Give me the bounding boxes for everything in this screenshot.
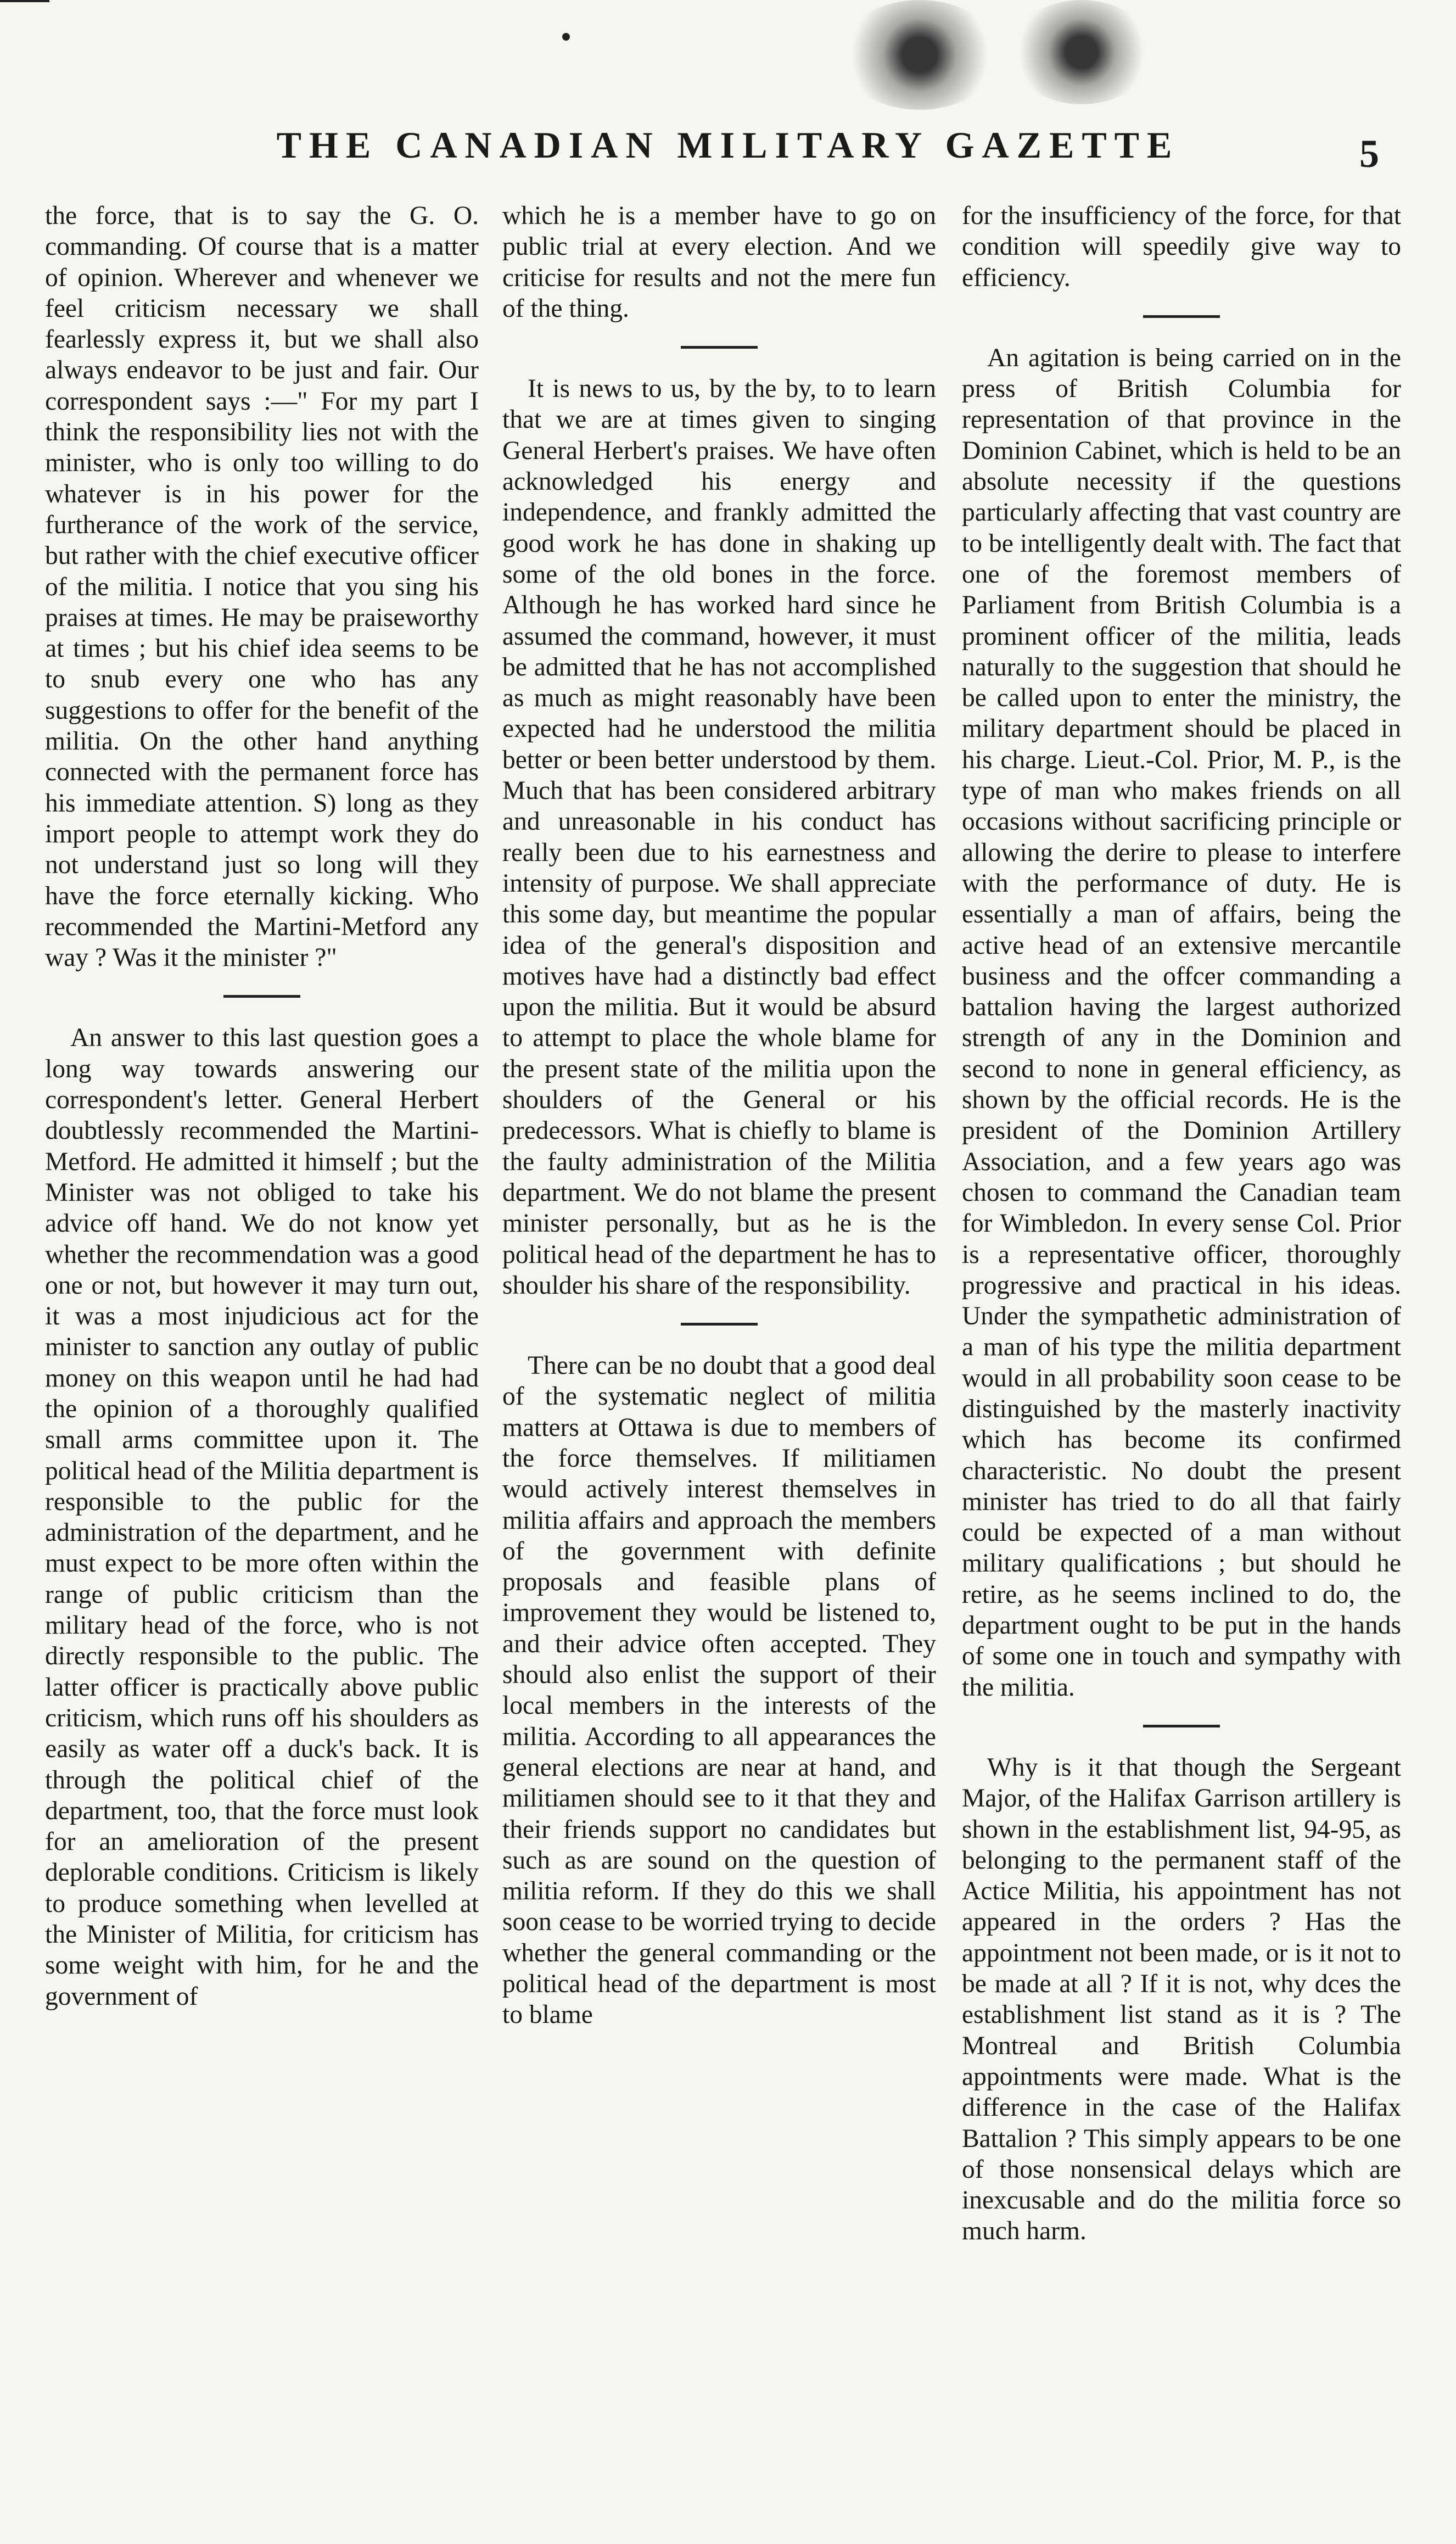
article-paragraph: Why is it that though the Sergeant Major, of the Halifax Garrison artillery is shown in the establishment list, 94-95, as belonging to the permanent staff of the Actice Militia, his appointment has not appeared in the orders ? Has the appointment not been made, or is it not to be made at all ? If it is not, why dces the establishment list stand as it is ? The Montreal and British Columbia appointments were made. What is the difference in the case of the Halifax Battalion ? This simply appears to be one of those nonsensical delays which are inexcusable and do the militia force so much harm. bbox=[962, 1753, 1401, 2246]
page-number: 5 bbox=[1359, 132, 1379, 176]
section-divider bbox=[681, 346, 758, 349]
ink-blot-right bbox=[1010, 0, 1153, 104]
article-paragraph: An agitation is being carried on in the press of British Columbia for representation of that province in the Dominion Cabinet, which is held to be an absolute necessity if the questions particularly affecting that vast country are to be intelligently dealt with. The fact that one of the foremost members of Parliament from British Columbia is a prominent officer of the militia, leads naturally to the suggestion that should he be called upon to enter the ministry, the military department should be placed in his charge. Lieut.-Col. Prior, M. P., is the type of man who makes friends on all occasions without sacrificing principle or allowing the derire to please to interfere with the performance of duty. He is essentially a man of affairs, being the active head of an extensive mercantile business and the offcer commanding a battalion having the largest authorized strength of any in the Dominion and second to none in general efficiency, as shown by the official records. He is the president of the Dominion Artillery Association, and a few years ago was chosen to command the Canadian team for Wimbledon. In every sense Col. Prior is a representative officer, thoroughly progressive and practical in his ideas. Under the sympathetic administration of a man of his type the militia department would in all probability soon cease to be distinguished by the masterly inactivity which has become its confirmed characteristic. No doubt the present minister has tried to do all that fairly could be expected of a man without military qualifications ; but should he retire, as he seems inclined to do, the department ought to be put in the hands of some one in touch and sympathy with the militia. bbox=[962, 343, 1401, 1702]
newspaper-title: THE CANADIAN MILITARY GAZETTE bbox=[276, 124, 1180, 166]
section-divider bbox=[681, 1323, 758, 1326]
column-1 bbox=[45, 200, 479, 2518]
article-paragraph: for the insufficiency of the force, for that condition will speedily give way to efficiency. bbox=[962, 202, 1401, 292]
masthead bbox=[0, 124, 1456, 184]
article-paragraph: the force, that is to say the G. O. commanding. Of course that is a matter of opinion. Wherever and whenever we feel criticism necessary we shall fearlessly express it, but we shall also always endeavor to be just and fair. Our correspondent says :—" For my part I think the responsibility lies not with the minister, who is only too willing to do whatever is in his power for the furtherance of the work of the service, but rather with the chief executive officer of the militia. I notice that you sing his praises at times. He may be praiseworthy at times ; but his chief idea seems to be to snub every one who has any suggestions to offer for the benefit of the militia. On the other hand anything connected with the permanent force has his immediate attention. S) long as they import people to attempt work they do not understand just so long will they have the force eternally kicking. Who recommended the Martini-Metford any way ? Was it the minister ?" bbox=[45, 202, 479, 972]
article-paragraph: which he is a member have to go on public trial at every election. And we criticise for results and not the mere fun of the thing. bbox=[502, 202, 936, 323]
section-divider bbox=[1143, 1725, 1220, 1727]
article-paragraph: There can be no doubt that a good deal of the systematic neglect of militia matters at Ottawa is due to members of the force themselves. If militiamen would actively interest themselves in militia affairs and approach the members of the government with definite proposals and feasible plans of improvement they would be listened to, and their advice often accepted. They should also enlist the support of their local members in the interests of the militia. According to all appearances the general elections are near at hand, and militiamen should see to it that they and their friends support no candidates but such as are sound on the question of militia reform. If they do this we shall soon cease to be worried trying to decide whether the general commanding or the political head of the department is most to blame bbox=[502, 1351, 936, 2029]
top-rule bbox=[0, 0, 49, 2]
column-2 bbox=[502, 200, 936, 2518]
article-paragraph: An answer to this last question goes a long way towards answering our correspondent's letter. General Herbert doubtlessly recommended the Martini-Metford. He admitted it himself ; but the Minister was not obliged to take his advice off hand. We do not know yet whether the recommendation was a good one or not, but however it may turn out, it was a most injudicious act for the minister to sanction any outlay of public money on this weapon until he had had the opinion of a thoroughly qualified small arms committee upon it. The political head of the Militia department is responsible to the public for the administration of the department, and he must expect to be more often within the range of public criticism than the military head of the force, who is not directly responsible to the public. The latter officer is practically above public criticism, which runs off his shoulders as easily as water off a duck's back. It is through the political chief of the department, too, that the force must look for an amelioration of the present deplorable conditions. Criticism is likely to produce something when levelled at the Minister of Militia, for criticism has some weight with him, for he and the government of bbox=[45, 1024, 479, 2011]
section-divider bbox=[1143, 315, 1220, 318]
article-paragraph: It is news to us, by the by, to to learn that we are at times given to singing General Herbert's praises. We have often acknowledged his energy and independence, and frankly admitted the good work he has done in shaking up some of the old bones in the force. Although he has worked hard since he assumed the command, however, it must be admitted that he has not accomplished as much as might reasonably have been expected had he understood the militia better or been better understood by them. Much that has been considered arbitrary and unreasonable in his conduct has really been due to his earnestness and intensity of purpose. We shall appreciate this some day, but meantime the popular idea of the general's disposition and motives have had a distinctly bad effect upon the militia. But it would be absurd to attempt to place the whole blame for the present state of the militia upon the shoulders of the General or his predecessors. What is chiefly to blame is the faulty administration of the Militia department. We do not blame the present minister personally, but as he is the political head of the department he has to shoulder his share of the responsibility. bbox=[502, 374, 936, 1300]
ink-dot bbox=[562, 33, 570, 41]
ink-blot-left bbox=[840, 0, 999, 110]
section-divider bbox=[223, 995, 300, 998]
column-3 bbox=[962, 200, 1401, 2518]
